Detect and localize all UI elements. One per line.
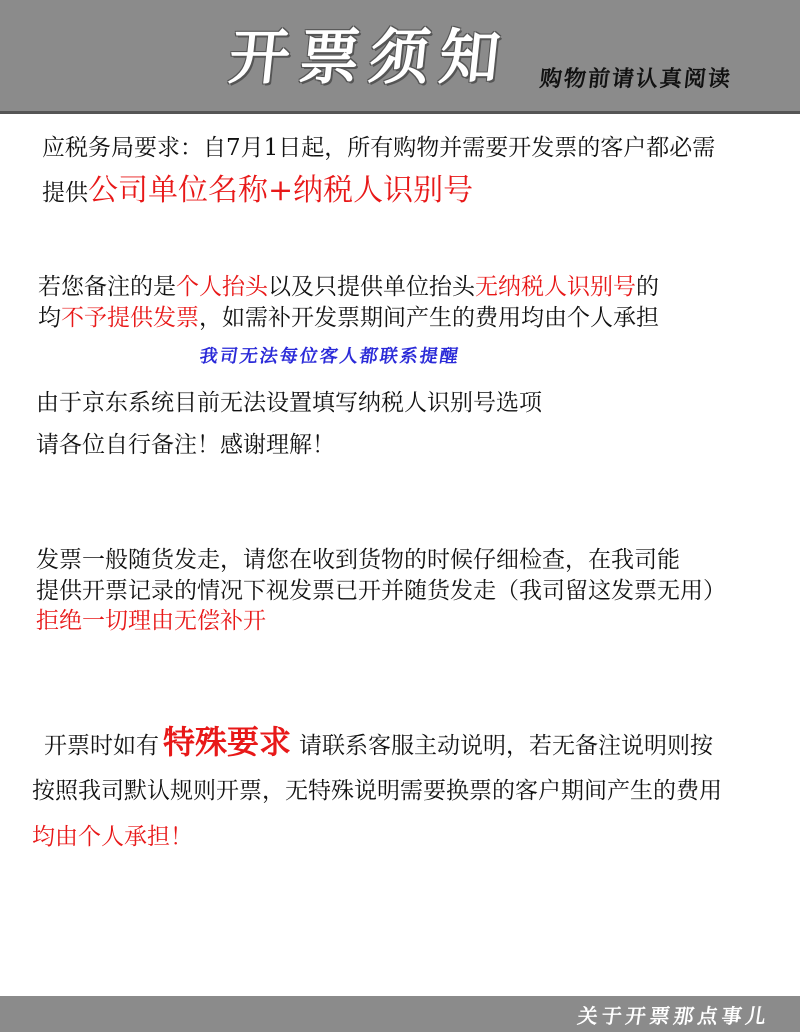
section3-line3: 拒绝一切理由无偿补开 [36, 608, 266, 634]
section2-no-tax-id: 无纳税人识别号 [475, 274, 636, 300]
header-banner [0, 0, 800, 114]
section2-personal-title: 个人抬头 [176, 274, 268, 300]
section2-line4: 请各位自行备注！感谢理解！ [36, 432, 335, 458]
page-subtitle: 购物前请认真阅读 [538, 66, 734, 92]
contact-note: 我司无法每位客人都联系提醒 [198, 346, 462, 367]
section4-special-request: 特殊要求 [163, 723, 292, 761]
section3-line1: 发票一般随货发走，请您在收到货物的时候仔细检查，在我司能 [36, 547, 680, 573]
section1-highlight: 公司单位名称+纳税人识别号 [88, 173, 474, 208]
section4-line2: 按照我司默认规则开票，无特殊说明需要换票的客户期间产生的费用 [32, 778, 722, 804]
section2-line2 [38, 303, 659, 333]
footer-banner [0, 996, 800, 1032]
section2-line1 [38, 272, 659, 302]
section2-no-invoice: 不予提供发票 [61, 305, 199, 331]
section2-line1-a: 若您备注的是 [38, 274, 176, 300]
footer-text: 关于开票那点事儿 [576, 1004, 772, 1028]
section1-line2 [42, 173, 474, 208]
section1-line2-prefix: 提供 [42, 180, 88, 206]
section2-line2-c: ，如需补开发票期间产生的费用均由个人承担 [199, 305, 659, 331]
section2-line1-e: 的 [636, 274, 659, 300]
section2-line2-a: 均 [38, 305, 61, 331]
section2-line1-c: 以及只提供单位抬头 [268, 274, 475, 300]
section4-line3: 均由个人承担！ [32, 824, 193, 850]
section1-line1: 应税务局要求：自7月1日起，所有购物并需要开发票的客户都必需 [42, 135, 716, 161]
section3-line2: 提供开票记录的情况下视发票已开并随货发走（我司留这发票无用） [36, 578, 726, 604]
section4-line1-c: 请联系客服主动说明，若无备注说明则按 [299, 733, 714, 759]
section4-line1-a: 开票时如有 [44, 733, 159, 759]
page-title: 开票须知 [225, 23, 514, 93]
section2-line3: 由于京东系统目前无法设置填写纳税人识别号选项 [36, 390, 542, 416]
section4-line1 [44, 723, 714, 761]
